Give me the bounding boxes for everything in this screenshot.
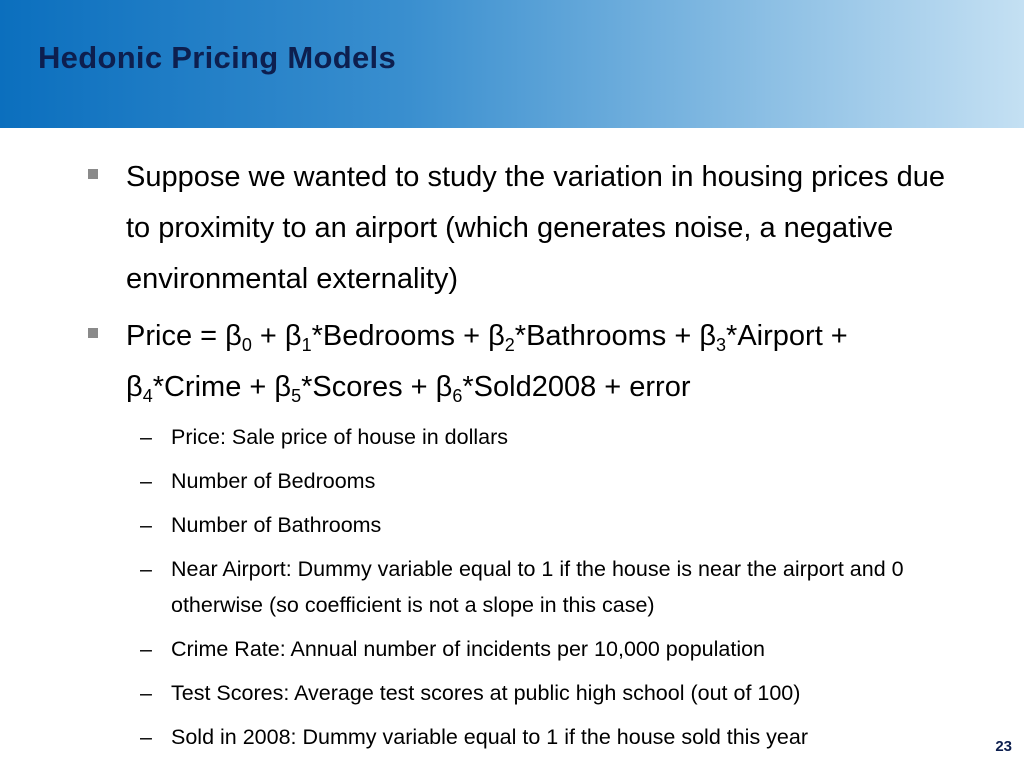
sub-item-sold2008 <box>88 719 968 755</box>
sub-item-airport <box>88 551 968 623</box>
sub-item-text: Crime Rate: Annual number of incidents per 10,000 population <box>171 637 766 661</box>
dash-icon: – <box>140 425 152 449</box>
dash-icon: – <box>140 469 152 493</box>
square-bullet-icon <box>88 328 98 338</box>
square-bullet-icon <box>88 169 98 179</box>
bullet-equation <box>88 311 968 413</box>
sub-item-crime <box>88 631 968 667</box>
bullet-intro <box>88 152 968 305</box>
bullet-intro-text: Suppose we wanted to study the variation in housing prices due to proximity to an airport (which generates noise, a negative environmental externality) <box>126 161 945 295</box>
dash-icon: – <box>140 681 152 705</box>
sub-item-bedrooms <box>88 463 968 499</box>
sub-item-text: Near Airport: Dummy variable equal to 1 if the house is near the airport and 0 otherwise (so coefficient is not a slope in this case) <box>171 557 904 617</box>
header-banner <box>0 0 1024 128</box>
dash-icon: – <box>140 725 152 749</box>
sub-item-text: Number of Bedrooms <box>171 469 376 493</box>
dash-icon: – <box>140 637 152 661</box>
slide-title: Hedonic Pricing Models <box>38 40 396 75</box>
sub-item-text: Price: Sale price of house in dollars <box>171 425 509 449</box>
sub-item-bathrooms <box>88 507 968 543</box>
sub-item-price <box>88 419 968 455</box>
sub-item-scores <box>88 675 968 711</box>
sub-item-text: Number of Bathrooms <box>171 513 382 537</box>
equation-text: Price = $\beta_0$ + $\beta_1*Bedrooms$ + $\beta_2*Bathrooms$ + $\beta_3*Airport$ + $\beta_4*Crime$ + $\beta_5*Scores$ + $\beta_6*Sold2008$ + error <box>126 320 848 406</box>
dash-icon: – <box>140 513 152 537</box>
sub-item-text: Test Scores: Average test scores at public high school (out of 100) <box>171 681 801 705</box>
page-number: 23 <box>995 738 1012 755</box>
sub-item-text: Sold in 2008: Dummy variable equal to 1 if the house sold this year <box>171 725 809 749</box>
slide-content <box>88 152 968 763</box>
dash-icon: – <box>140 557 152 581</box>
